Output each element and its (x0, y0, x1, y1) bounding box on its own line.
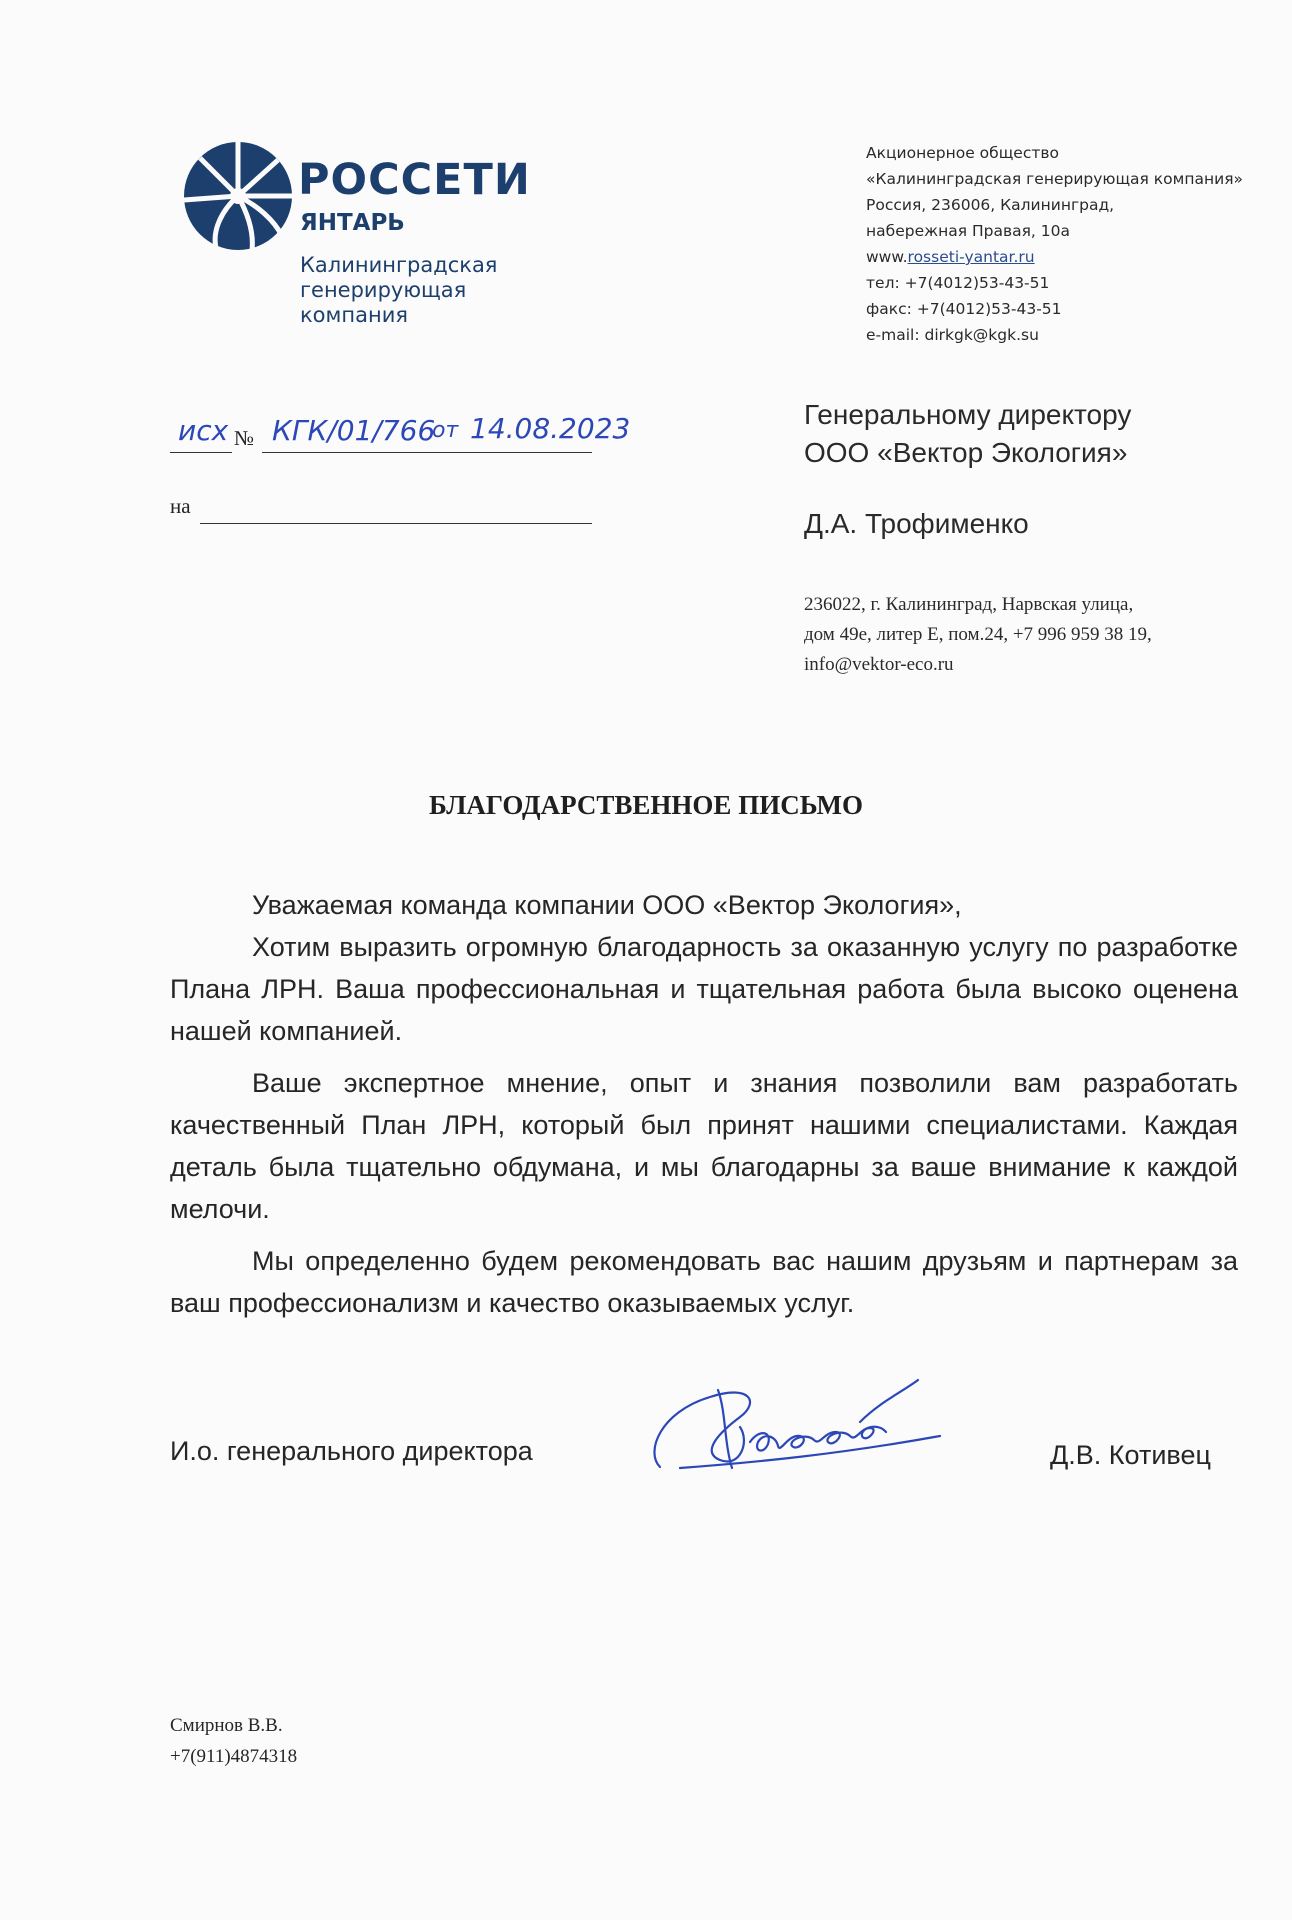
reference-label: на (170, 494, 191, 518)
letter-paragraph: Ваше экспертное мнение, опыт и знания позволили вам разработать качественный План ЛРН, который был принят нашими специалистами. Каждая деталь была тщательно обдумана, и мы благодарны за ваше внимание к каждой мелочи. (170, 1068, 1238, 1224)
reference-underline (200, 523, 592, 524)
letter-paragraph: Мы определенно будем рекомендовать вас нашим друзьям и партнерам за ваш профессионализм и качество оказываемых услуг. (170, 1246, 1238, 1318)
letter-body (170, 884, 1238, 1324)
website-prefix: www. (866, 248, 908, 266)
sender-phone: тел: +7(4012)53-43-51 (866, 274, 1050, 292)
logo-company-line: компания (300, 303, 408, 327)
recipient-position-line: ООО «Вектор Экология» (804, 437, 1128, 468)
recipient-address-line: дом 49е, литер Е, пом.24, +7 996 959 38 19, (804, 624, 1152, 645)
logo-brand: РОССЕТИ (298, 155, 531, 205)
recipient-address-line: 236022, г. Калининград, Нарвская улица, (804, 594, 1134, 615)
recipient-position-line: Генеральному директору (804, 399, 1132, 430)
outgoing-prefix: исх (178, 414, 229, 447)
recipient-name: Д.А. Трофименко (804, 508, 1029, 539)
logo-sub-brand: ЯНТАРЬ (300, 210, 405, 236)
logo-company-name (300, 253, 497, 328)
executor-name: Смирнов В.В. (170, 1715, 283, 1736)
sender-email: e-mail: dirkgk@kgk.su (866, 326, 1039, 344)
logo-company-line: Калининградская (300, 253, 498, 277)
sender-line: набережная Правая, 10а (866, 222, 1070, 240)
executor-phone: +7(911)4874318 (170, 1746, 298, 1767)
logo-company-line: генерирующая (300, 278, 467, 302)
recipient-email: info@vektor-eco.ru (804, 654, 954, 675)
letter-greeting: Уважаемая команда компании ООО «Вектор Экология», (252, 890, 962, 920)
recipient-address (804, 590, 1152, 680)
sender-website (866, 244, 1243, 270)
letter-title: БЛАГОДАРСТВЕННОЕ ПИСЬМО (429, 790, 863, 820)
outgoing-reg-number: КГК/01/766 (272, 414, 436, 447)
sender-line: «Калининградская генерирующая компания» (866, 170, 1243, 188)
sender-fax: факс: +7(4012)53-43-51 (866, 300, 1062, 318)
recipient-position (804, 396, 1131, 472)
handwritten-signature-icon (640, 1372, 970, 1482)
outgoing-date: 14.08.2023 (470, 412, 631, 445)
signatory-role: И.о. генерального директора (170, 1436, 533, 1466)
company-logo (182, 140, 531, 340)
signatory-name: Д.В. Котивец (1050, 1440, 1211, 1470)
executor-info (170, 1710, 297, 1772)
sender-line: Акционерное общество (866, 144, 1060, 162)
website-link[interactable]: rosseti-yantar.ru (907, 248, 1035, 266)
outgoing-number (170, 410, 631, 460)
outgoing-underline (262, 452, 592, 453)
rosseti-logo-icon (182, 140, 294, 252)
number-sign: № (234, 426, 255, 450)
sender-line: Россия, 236006, Калининград, (866, 196, 1115, 214)
sender-details (866, 140, 1243, 348)
outgoing-underline (170, 452, 232, 453)
outgoing-from: от (432, 418, 459, 443)
letter-paragraph: Хотим выразить огромную благодарность за оказанную услугу по разработке Плана ЛРН. Ваша профессиональная и тщательная работа была высоко оценена нашей компанией. (170, 932, 1238, 1046)
